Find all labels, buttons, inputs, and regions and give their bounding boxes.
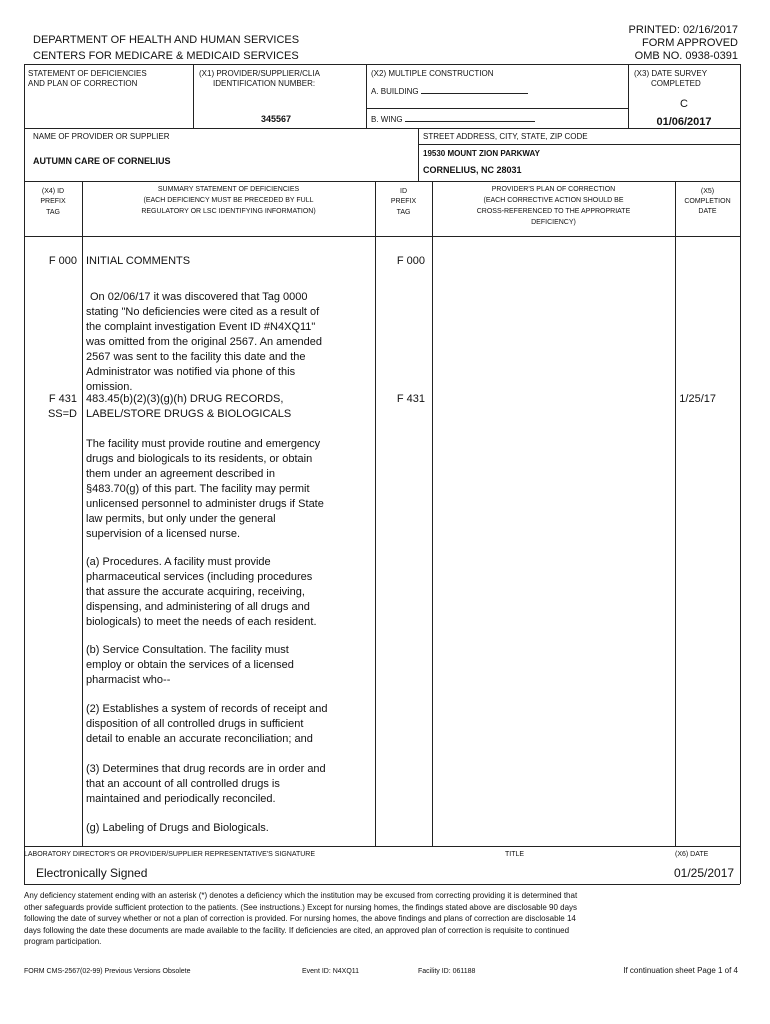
summary-header-2: (EACH DEFICIENCY MUST BE PRECEDED BY FULL — [143, 197, 314, 204]
wing-field — [371, 113, 535, 125]
f000-tag: F 000 — [48, 255, 77, 267]
f000-tag-right: F 000 — [396, 255, 425, 267]
x4-label-1: (X4) ID — [41, 188, 65, 195]
address-label: STREET ADDRESS, CITY, STATE, ZIP CODE — [423, 132, 588, 141]
survey-date: 01/06/2017 — [656, 116, 712, 128]
x3-label: (X3) DATE SURVEY — [634, 69, 708, 78]
building-field — [371, 85, 528, 97]
x3-sublabel: COMPLETED — [651, 79, 701, 88]
signature-label: LABORATORY DIRECTOR'S OR PROVIDER/SUPPLIER REPRESENTATIVE'S SIGNATURE — [24, 851, 316, 858]
x1-sublabel: IDENTIFICATION NUMBER: — [213, 79, 316, 88]
omb-number: OMB NO. 0938-0391 — [634, 50, 738, 62]
facility-id: Facility ID: 061188 — [418, 968, 476, 975]
x5-label-2: COMPLETION — [684, 198, 731, 205]
paragraph-records: (2) Establishes a system of records of receipt and disposition of all controlled drugs in sufficient detail to enable an accurate reconciliation; and — [86, 703, 328, 745]
plan-header-3: CROSS-REFERENCED TO THE APPROPRIATE — [476, 208, 631, 215]
form-approved: FORM APPROVED — [642, 37, 738, 49]
form-number: FORM CMS-2567(02-99) Previous Versions Obsolete — [24, 968, 191, 975]
plan-header-2: (EACH CORRECTIVE ACTION SHOULD BE — [483, 197, 624, 204]
provider-number: 345567 — [261, 114, 292, 124]
provider-name-label: NAME OF PROVIDER OR SUPPLIER — [33, 132, 170, 141]
f000-text: On 02/06/17 it was discovered that Tag 0000 stating "No deficiencies were cited as a result of the complaint investigation Event ID #N4XQ11" was omitted from the original 2567. An amended 2567 was sent to the facility this date and the Administrator was notified via phone of this omission. — [86, 291, 323, 393]
disclaimer-text: Any deficiency statement ending with an asterisk (*) denotes a deficiency which the institution may be excused from correcting providing it is determined that other safeguards provide sufficient protection to the patients. (See instructions.) Except for nursing homes, the findings stated above are disclosable 90 days following the date of survey whether or not a plan of correction is provided. For nursing homes, the above findings and plans of correction are disclosable 14 days following the date these documents are made available to the facility. If deficiencies are cited, an approved plan of correction is requisite to continued program participation. — [24, 891, 578, 946]
signature-date: 01/25/2017 — [674, 866, 735, 880]
event-id: Event ID: N4XQ11 — [302, 968, 360, 975]
x5-label-1: (X5) — [700, 188, 715, 195]
x2-label: (X2) MULTIPLE CONSTRUCTION — [371, 69, 494, 78]
signature-value: Electronically Signed — [36, 866, 148, 880]
f431-title-1: 483.45(b)(2)(3)(g)(h) DRUG RECORDS, — [86, 393, 284, 405]
plan-header-1: PROVIDER'S PLAN OF CORRECTION — [491, 186, 616, 193]
f431-completion-date: 1/25/17 — [679, 393, 716, 405]
plan-header-4: DEFICIENCY) — [531, 219, 576, 226]
x4-label-2: PREFIX — [40, 198, 66, 205]
f000-title: INITIAL COMMENTS — [86, 255, 191, 267]
paragraph-consultation: (b) Service Consultation. The facility must employ or obtain the services of a licensed pharmacist who-- — [86, 644, 294, 686]
cms-line: CENTERS FOR MEDICARE & MEDICAID SERVICES — [33, 50, 299, 62]
x1-label: (X1) PROVIDER/SUPPLIER/CLIA — [199, 69, 320, 78]
summary-header-1: SUMMARY STATEMENT OF DEFICIENCIES — [157, 186, 300, 193]
continuation-page: If continuation sheet Page 1 of 4 — [623, 966, 738, 975]
street-address: 19530 MOUNT ZION PARKWAY — [423, 149, 540, 158]
f431-tag: F 431 — [48, 393, 77, 405]
x6-date-label: (X6) DATE — [675, 851, 709, 858]
city-state-zip: CORNELIUS, NC 28031 — [423, 165, 522, 175]
id-label-2: PREFIX — [390, 198, 417, 205]
provider-name: AUTUMN CARE OF CORNELIUS — [33, 156, 171, 166]
paragraph-labeling: (g) Labeling of Drugs and Biologicals. — [86, 822, 269, 834]
title-label: TITLE — [505, 851, 525, 858]
x4-label-3: TAG — [46, 209, 60, 216]
f431-tag-right: F 431 — [396, 393, 425, 405]
x5-label-3: DATE — [698, 208, 717, 215]
f431-scope-severity: SS=D — [47, 408, 77, 420]
id-label-3: TAG — [396, 209, 411, 216]
survey-code: C — [680, 98, 688, 110]
statement-label: STATEMENT OF DEFICIENCIES — [28, 69, 147, 78]
department-line: DEPARTMENT OF HEALTH AND HUMAN SERVICES — [33, 34, 300, 46]
summary-header-3: REGULATORY OR LSC IDENTIFYING INFORMATION) — [141, 208, 316, 215]
building-label: A. BUILDING — [371, 87, 419, 96]
paragraph-drugs: The facility must provide routine and emergency drugs and biologicals to its residents, or obtain them under an agreement described in §483.70(g) of this part. The facility may permit unlicensed personnel to administer drugs if State law permits, but only under the general supervision of a licensed nurse. — [86, 438, 324, 540]
id-label-1: ID — [400, 188, 407, 195]
printed-date: PRINTED: 02/16/2017 — [628, 24, 738, 36]
f431-title-2: LABEL/STORE DRUGS & BIOLOGICALS — [86, 408, 292, 420]
wing-label: B. WING — [371, 115, 403, 124]
plan-label: AND PLAN OF CORRECTION — [28, 79, 138, 88]
paragraph-procedures: (a) Procedures. A facility must provide pharmaceutical services (including procedures that assure the accurate acquiring, receiving, dispensing, and administering of all drugs and biologicals) to meet the needs of each resident. — [86, 556, 317, 628]
paragraph-reconcile: (3) Determines that drug records are in order and that an account of all controlled drugs is maintained and periodically reconciled. — [86, 763, 326, 805]
